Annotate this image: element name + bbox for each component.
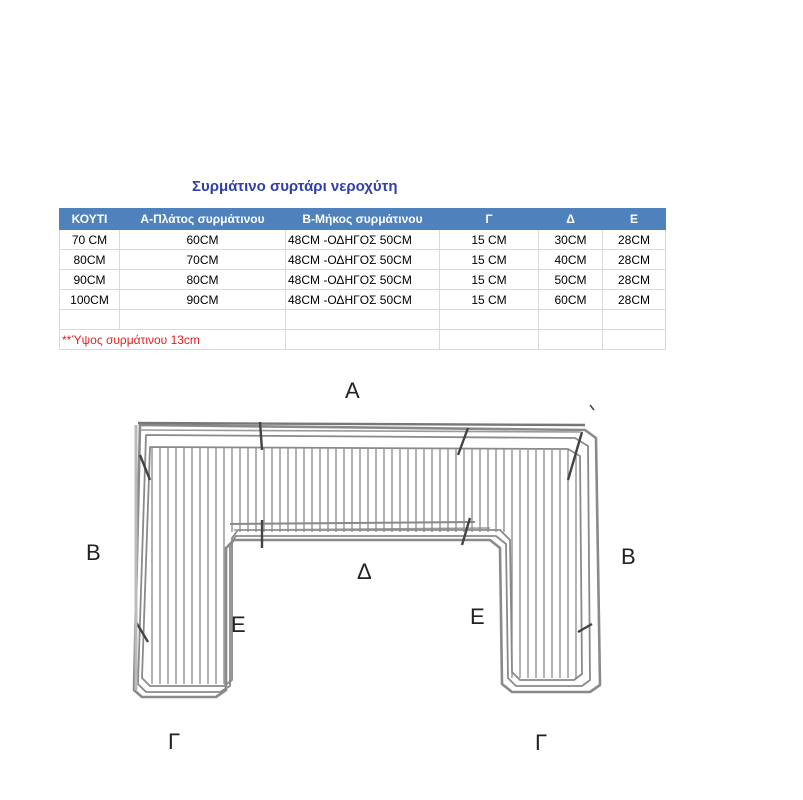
page-title: Συρμάτινο συρτάρι νεροχύτη bbox=[192, 178, 398, 195]
corner-mark bbox=[590, 405, 594, 410]
basket-wire-grid bbox=[134, 405, 600, 697]
table-cell: 28CM bbox=[603, 270, 666, 290]
label-g-right: Γ bbox=[535, 730, 548, 755]
label-e-right: Ε bbox=[470, 604, 485, 629]
table-cell: 60CM bbox=[120, 230, 286, 250]
table-cell: 28CM bbox=[603, 250, 666, 270]
header-length: Β-Μήκος συρμάτινου bbox=[286, 209, 440, 230]
table-cell: 15 CM bbox=[440, 230, 539, 250]
header-width: Α-Πλάτος συρμάτινου bbox=[120, 209, 286, 230]
table-cell: 80CM bbox=[120, 270, 286, 290]
table-cell: 30CM bbox=[539, 230, 603, 250]
table-cell: 100CM bbox=[60, 290, 120, 310]
table-cell: 28CM bbox=[603, 230, 666, 250]
table-cell: 48CM -ΟΔΗΓΟΣ 50CM bbox=[286, 290, 440, 310]
table-cell: 40CM bbox=[539, 250, 603, 270]
table-cell: 80CM bbox=[60, 250, 120, 270]
table-cell: 15 CM bbox=[440, 250, 539, 270]
label-b-left: Β bbox=[86, 540, 101, 565]
header-g: Γ bbox=[440, 209, 539, 230]
label-e-left: Ε bbox=[231, 612, 246, 637]
table-cell: 15 CM bbox=[440, 270, 539, 290]
label-a: Α bbox=[345, 378, 360, 403]
table-cell: 70 CM bbox=[60, 230, 120, 250]
table-cell: 15 CM bbox=[440, 290, 539, 310]
label-g-left: Γ bbox=[168, 729, 181, 754]
table-cell: 28CM bbox=[603, 290, 666, 310]
bracket-clip bbox=[136, 622, 148, 642]
table-cell: 90CM bbox=[120, 290, 286, 310]
table-cell: 90CM bbox=[60, 270, 120, 290]
table-cell: 70CM bbox=[120, 250, 286, 270]
label-b-right: Β bbox=[621, 544, 636, 569]
table-cell: 60CM bbox=[539, 290, 603, 310]
table-cell: 48CM -ΟΔΗΓΟΣ 50CM bbox=[286, 250, 440, 270]
height-note: **Ύψος συρμάτινου 13cm bbox=[60, 330, 286, 350]
header-d: Δ bbox=[539, 209, 603, 230]
label-d: Δ bbox=[357, 559, 372, 584]
table-cell: 48CM -ΟΔΗΓΟΣ 50CM bbox=[286, 230, 440, 250]
table-cell: 50CM bbox=[539, 270, 603, 290]
header-e: Ε bbox=[603, 209, 666, 230]
table-cell: 48CM -ΟΔΗΓΟΣ 50CM bbox=[286, 270, 440, 290]
header-box: ΚΟΥΤΙ bbox=[60, 209, 120, 230]
